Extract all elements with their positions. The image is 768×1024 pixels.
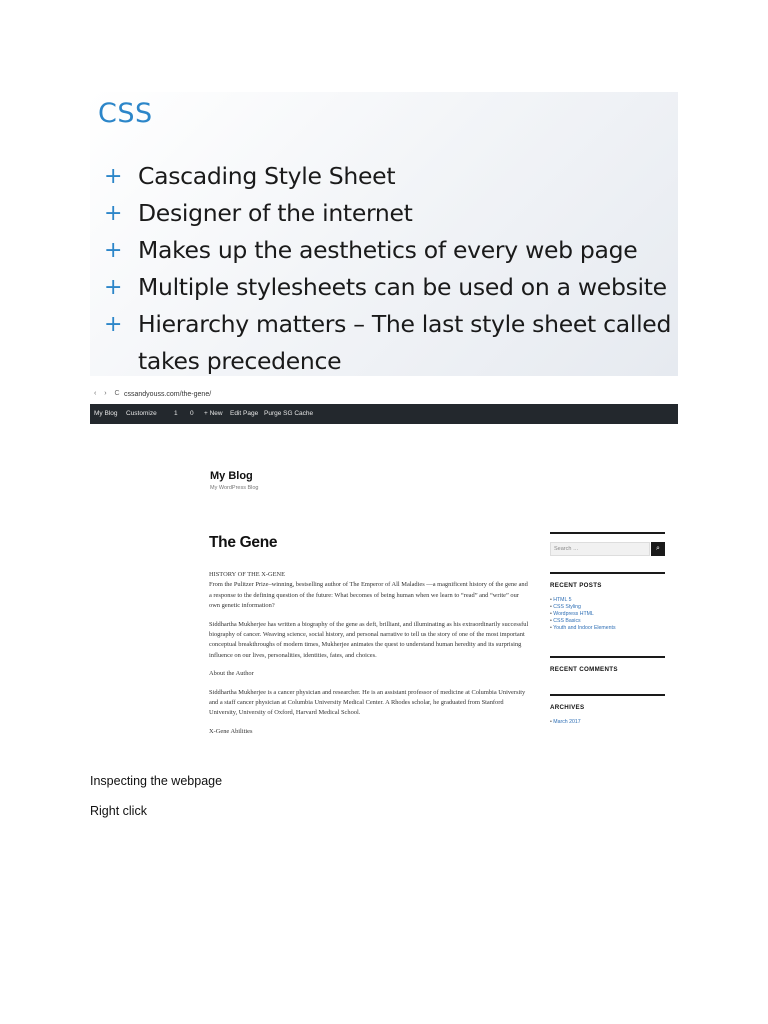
search-input[interactable]: Search …: [550, 542, 650, 556]
url-text[interactable]: cssandyouss.com/the-gene/: [124, 391, 212, 398]
slide-bullet: + Designer of the internet: [104, 195, 674, 232]
site-tagline: My WordPress Blog: [210, 485, 259, 491]
admin-edit-page[interactable]: Edit Page: [230, 410, 259, 417]
divider: [550, 694, 665, 696]
archives-title: ARCHIVES: [550, 704, 585, 711]
archive-link[interactable]: • March 2017: [550, 719, 665, 726]
admin-purge-cache[interactable]: Purge SG Cache: [264, 410, 314, 417]
slide-bullet: + Multiple stylesheets can be used on a website: [104, 269, 674, 306]
browser-address-bar: [90, 386, 678, 405]
blog-screenshot: [90, 386, 678, 766]
search-widget: [550, 542, 665, 556]
divider: [550, 656, 665, 658]
recent-posts-list: [550, 597, 665, 632]
plus-icon: +: [104, 312, 123, 337]
divider: [550, 532, 665, 534]
archives-list: [550, 719, 665, 726]
admin-my-blog[interactable]: My Blog: [94, 410, 118, 417]
slide-bullet-list: [104, 158, 674, 376]
search-icon[interactable]: ⌕: [651, 542, 665, 556]
site-title[interactable]: My Blog: [210, 470, 253, 482]
blog-sidebar: [550, 532, 665, 725]
admin-customize[interactable]: Customize: [126, 410, 157, 417]
post-paragraph: Siddhartha Mukherjee is a cancer physician and researcher. He is an assistant professor of medicine at Columbia University and a staff cancer physician at Columbia University Medical Center. A Rhodes scholar, he graduated from Stanford University, University of Oxford, Harvard Medical School.: [209, 688, 526, 717]
post-paragraph: Siddhartha Mukherjee has written a biography of the gene as deft, brilliant, and illuminating as his extraordinarily successful biography of cancer. Weaving science, social history, and personal narrative to tell us the story of one of the most important conceptual breakthroughs of modern times, Mukherjee animates the quest to understand human heredity and its surprising influence on our lives, personalities, identities, fates, and choices.: [209, 620, 529, 659]
post-paragraph: From the Pulitzer Prize–winning, bestselling author of The Emperor of All Maladies —a magnificent history of the gene and a response to the defining question of the future: What becomes of being human when we learn to “read” and “write” our own genetic information?: [209, 581, 528, 610]
note-inspecting: Inspecting the webpage: [90, 774, 223, 788]
recent-posts-title: RECENT POSTS: [550, 582, 602, 589]
recent-comments-title: RECENT COMMENTS: [550, 666, 618, 673]
recent-post-link[interactable]: • CSS Basics: [550, 618, 665, 625]
recent-post-link[interactable]: • CSS Styling: [550, 604, 665, 611]
plus-icon: +: [104, 238, 123, 263]
slide-bullet: + Hierarchy matters – The last style sheet called takes precedence: [104, 306, 674, 376]
slide-title: CSS: [98, 98, 153, 129]
browser-nav-icons[interactable]: ‹ › C: [94, 390, 123, 397]
post-heading: HISTORY OF THE X-GENE: [209, 571, 286, 578]
admin-updates[interactable]: 1: [174, 410, 178, 417]
recent-post-link[interactable]: • Wordpress HTML: [550, 611, 665, 618]
post-title: The Gene: [209, 534, 278, 551]
post-paragraph: About the Author: [209, 670, 254, 678]
wp-admin-bar: [90, 404, 678, 424]
slide-bullet: + Makes up the aesthetics of every web page: [104, 232, 674, 269]
admin-comments[interactable]: 0: [190, 410, 194, 417]
plus-icon: +: [104, 164, 123, 189]
plus-icon: +: [104, 275, 123, 300]
slide-bullet: + Cascading Style Sheet: [104, 158, 674, 195]
css-slide: [90, 92, 678, 376]
divider: [550, 572, 665, 574]
plus-icon: +: [104, 201, 123, 226]
note-right-click: Right click: [90, 804, 147, 818]
admin-new[interactable]: + New: [204, 410, 223, 417]
post-body: [209, 570, 529, 745]
post-paragraph: X-Gene Abilities: [209, 727, 253, 735]
recent-post-link[interactable]: • Youth and Indoor Elements: [550, 625, 665, 632]
recent-post-link[interactable]: • HTML 5: [550, 597, 665, 604]
